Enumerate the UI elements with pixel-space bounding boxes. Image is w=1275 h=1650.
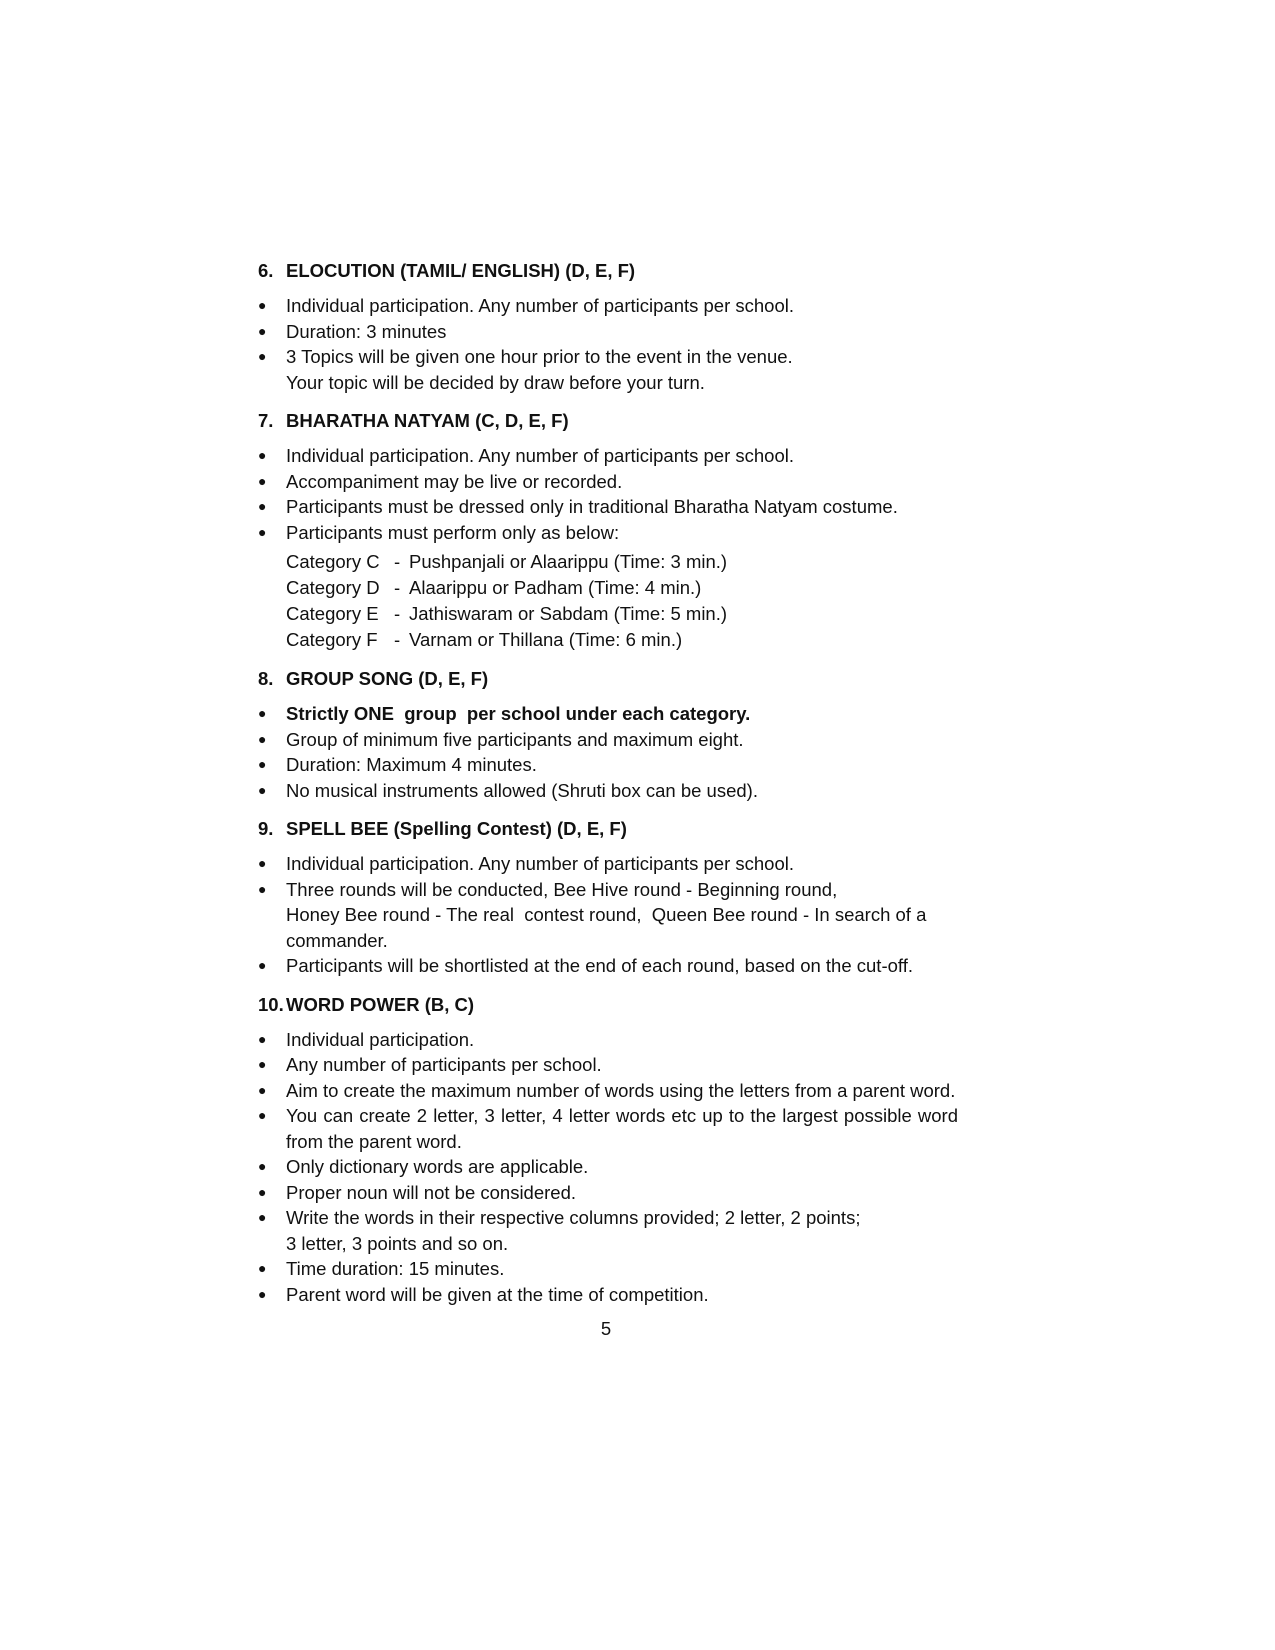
list-item: ● Proper noun will not be considered.	[258, 1180, 958, 1206]
bullet-icon: ●	[258, 1285, 267, 1302]
section-title: GROUP SONG (D, E, F)	[286, 668, 489, 689]
section-number: 10.	[258, 993, 284, 1015]
bullet-icon: ●	[258, 322, 267, 339]
bullet-icon: ●	[258, 498, 267, 514]
section-number: 8.	[258, 668, 274, 689]
list-item: ● Aim to create the maximum number of words using the letters from a parent word.	[258, 1078, 958, 1104]
bullet-icon: ●	[258, 880, 267, 897]
bullet-icon: ●	[258, 756, 267, 772]
section-number: 7.	[258, 410, 274, 431]
category-row: Category F - Varnam or Thillana (Time: 6 min.)	[286, 629, 683, 650]
list-item: ● Write the words in their respective columns provided; 2 letter, 2 points;	[258, 1205, 958, 1231]
section-title: SPELL BEE (Spelling Contest) (D, E, F)	[286, 818, 627, 839]
list-item: ● Time duration: 15 minutes.	[258, 1256, 958, 1282]
list-item: ● Individual participation. Any number of participants per school.	[258, 293, 958, 319]
list-item: ● Strictly ONE group per school under each category.	[258, 701, 958, 727]
category-row: Category C - Pushpanjali or Alaarippu (Time: 3 min.)	[286, 551, 728, 572]
bullet-icon: ●	[258, 1158, 267, 1174]
bullet-icon: ●	[258, 297, 267, 313]
bullet-icon: ●	[258, 1081, 267, 1098]
list-item-continuation: commander.	[286, 929, 388, 951]
page-number: 5	[600, 1318, 612, 1339]
bullet-icon: ●	[258, 957, 267, 973]
bullet-icon: ●	[258, 1030, 267, 1047]
bullet-icon: ●	[258, 1107, 267, 1123]
bullet-icon: ●	[258, 523, 267, 540]
list-item: ● Individual participation. Any number of participants per school.	[258, 851, 958, 877]
section-title: WORD POWER (B, C)	[286, 993, 475, 1015]
list-item: ● Accompaniment may be live or recorded.	[258, 469, 958, 495]
section-heading-spell-bee	[258, 816, 958, 842]
bullet-icon: ●	[258, 1209, 267, 1225]
list-item-continuation: Honey Bee round - The real contest round, Queen Bee round - In search of a	[286, 904, 927, 925]
list-item: ● Duration: Maximum 4 minutes.	[258, 752, 958, 778]
section-heading-word-power	[258, 992, 958, 1018]
bullet-icon: ●	[258, 1260, 267, 1276]
bullet-icon: ●	[258, 348, 267, 364]
bullet-icon: ●	[258, 447, 267, 463]
list-item: ● Any number of participants per school.	[258, 1052, 958, 1078]
bullet-icon: ●	[258, 781, 267, 798]
list-item: ● You can create 2 letter, 3 letter, 4 letter words etc up to the largest possible word from the parent word.	[258, 1103, 958, 1154]
bullet-icon: ●	[258, 1183, 267, 1200]
bullet-icon: ●	[258, 855, 267, 871]
section-heading-group-song	[258, 666, 958, 692]
list-item-continuation: 3 letter, 3 points and so on.	[286, 1232, 509, 1254]
section-heading-elocution	[258, 258, 958, 284]
bullet-icon: ●	[258, 730, 267, 747]
list-item: ● Individual participation.	[258, 1027, 958, 1053]
section-title: ELOCUTION (TAMIL/ ENGLISH) (D, E, F)	[286, 260, 636, 281]
section-number: 6.	[258, 260, 274, 281]
bullet-icon: ●	[258, 705, 267, 721]
section-number: 9.	[258, 818, 274, 839]
list-item: ● Participants will be shortlisted at the end of each round, based on the cut-off.	[258, 953, 958, 979]
list-item: ● Duration: 3 minutes	[258, 319, 958, 345]
list-item: ● Three rounds will be conducted, Bee Hive round - Beginning round,	[258, 877, 958, 903]
document-page	[258, 258, 958, 1307]
bullet-icon: ●	[258, 472, 267, 489]
category-row: Category E - Jathiswaram or Sabdam (Time: 5 min.)	[286, 603, 728, 624]
list-item: ● Participants must be dressed only in traditional Bharatha Natyam costume.	[258, 494, 958, 520]
list-item: ● Only dictionary words are applicable.	[258, 1154, 958, 1180]
category-row: Category D - Alaarippu or Padham (Time: 4 min.)	[286, 577, 702, 598]
bullet-icon: ●	[258, 1056, 267, 1072]
list-item: ● Group of minimum five participants and maximum eight.	[258, 727, 958, 753]
list-item: ● No musical instruments allowed (Shruti box can be used).	[258, 778, 958, 804]
list-item: ● Parent word will be given at the time of competition.	[258, 1282, 958, 1308]
section-title: BHARATHA NATYAM (C, D, E, F)	[286, 410, 569, 431]
list-item: ● Individual participation. Any number of participants per school.	[258, 443, 958, 469]
section-heading-bharatha-natyam	[258, 408, 958, 434]
category-list	[258, 549, 958, 653]
list-item: ● 3 Topics will be given one hour prior to the event in the venue.	[258, 344, 958, 370]
list-item: ● Participants must perform only as below:	[258, 520, 958, 546]
list-item-continuation: Your topic will be decided by draw before your turn.	[286, 371, 705, 393]
